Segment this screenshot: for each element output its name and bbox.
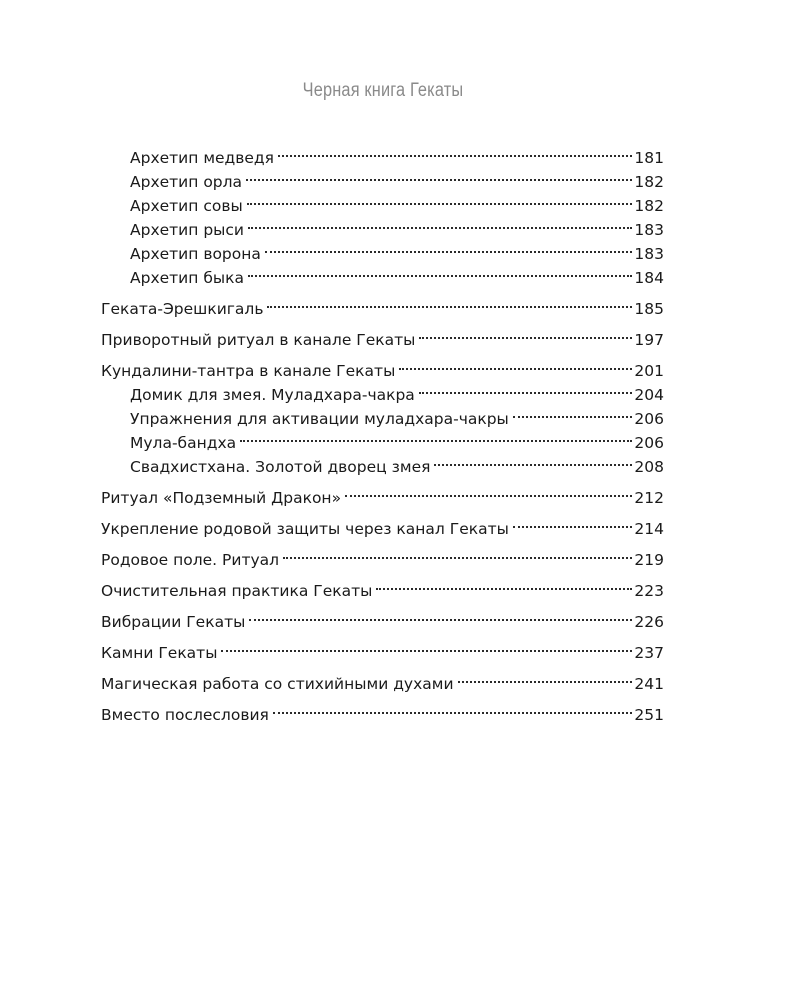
toc-entry-title: Архетип рыси [130,221,244,239]
toc-entry [101,634,664,662]
toc-entry-page: 185 [634,300,664,318]
toc-entry-page: 237 [634,644,664,662]
dot-leader [221,634,632,658]
toc-entry-page: 197 [634,331,664,349]
toc-entry-title: Родовое поле. Ритуал [101,551,280,569]
dot-leader [345,479,632,503]
dot-leader [248,211,632,235]
toc-entry-page: 219 [634,551,664,569]
toc-entry [101,479,664,507]
toc-entry-title: Кундалини-тантра в канале Гекаты [101,362,396,380]
toc-entry-title: Архетип ворона [130,245,261,263]
dot-leader [399,352,632,376]
toc-entry [101,572,664,600]
toc-entry-title: Вибрации Гекаты [101,613,246,631]
toc-entry-page: 183 [634,221,664,239]
dot-leader [240,424,632,448]
dot-leader [376,572,632,596]
toc-entry [101,510,664,538]
toc-entry [101,321,664,349]
toc-entry-title: Геката-Эрешкигаль [101,300,264,318]
toc-entry-page: 206 [634,410,664,428]
dot-leader [513,400,633,424]
toc-entry [101,290,664,318]
table-of-contents [101,139,664,724]
toc-entry-title: Архетип орла [130,173,243,191]
toc-entry-page: 204 [634,386,664,404]
dot-leader [513,510,633,534]
toc-entry-title: Приворотный ритуал в канале Гекаты [101,331,416,349]
dot-leader [273,696,633,720]
toc-entry-title: Свадхистхана. Золотой дворец змея [130,458,431,476]
toc-entry-page: 206 [634,434,664,452]
toc-entry-page: 226 [634,613,664,631]
toc-entry-title: Архетип медведя [130,149,274,167]
dot-leader [247,187,633,211]
toc-entry-page: 212 [634,489,664,507]
toc-entry-title: Архетип совы [130,197,243,215]
toc-entry-title: Камни Гекаты [101,644,218,662]
toc-entry-page: 184 [634,269,664,287]
toc-entry-page: 182 [634,173,664,191]
toc-entry-page: 208 [634,458,664,476]
toc-entry-page: 182 [634,197,664,215]
dot-leader [283,541,632,565]
dot-leader [265,235,633,259]
dot-leader [419,321,632,345]
dot-leader [267,290,632,314]
toc-entry [101,696,664,724]
toc-entry-title: Очистительная практика Гекаты [101,582,373,600]
toc-entry-title: Архетип быка [130,269,244,287]
toc-entry-page: 251 [634,706,664,724]
dot-leader [434,448,632,472]
toc-entry-title: Домик для змея. Муладхара-чакра [130,386,415,404]
dot-leader [458,665,633,689]
toc-entry-title: Ритуал «Подземный Дракон» [101,489,342,507]
dot-leader [249,603,632,627]
toc-entry-title: Укрепление родовой защиты через канал Гекаты [101,520,509,538]
toc-entry-page: 181 [634,149,664,167]
toc-entry [101,139,664,167]
toc-entry [101,352,664,380]
toc-entry-title: Вместо послесловия [101,706,269,724]
toc-entry-page: 223 [634,582,664,600]
toc-entry [101,541,664,569]
toc-entry-title: Магическая работа со стихийными духами [101,675,454,693]
dot-leader [248,259,632,283]
toc-entry-page: 214 [634,520,664,538]
dot-leader [246,163,632,187]
dot-leader [419,376,633,400]
toc-entry-page: 201 [634,362,664,380]
running-header: Черная книга Гекаты [302,80,464,101]
toc-entry [101,603,664,631]
toc-entry-title: Мула-бандха [130,434,237,452]
dot-leader [278,139,632,163]
toc-entry-page: 241 [634,675,664,693]
toc-entry-title: Упражнения для активации муладхара-чакры [130,410,509,428]
toc-entry-page: 183 [634,245,664,263]
toc-entry [101,665,664,693]
